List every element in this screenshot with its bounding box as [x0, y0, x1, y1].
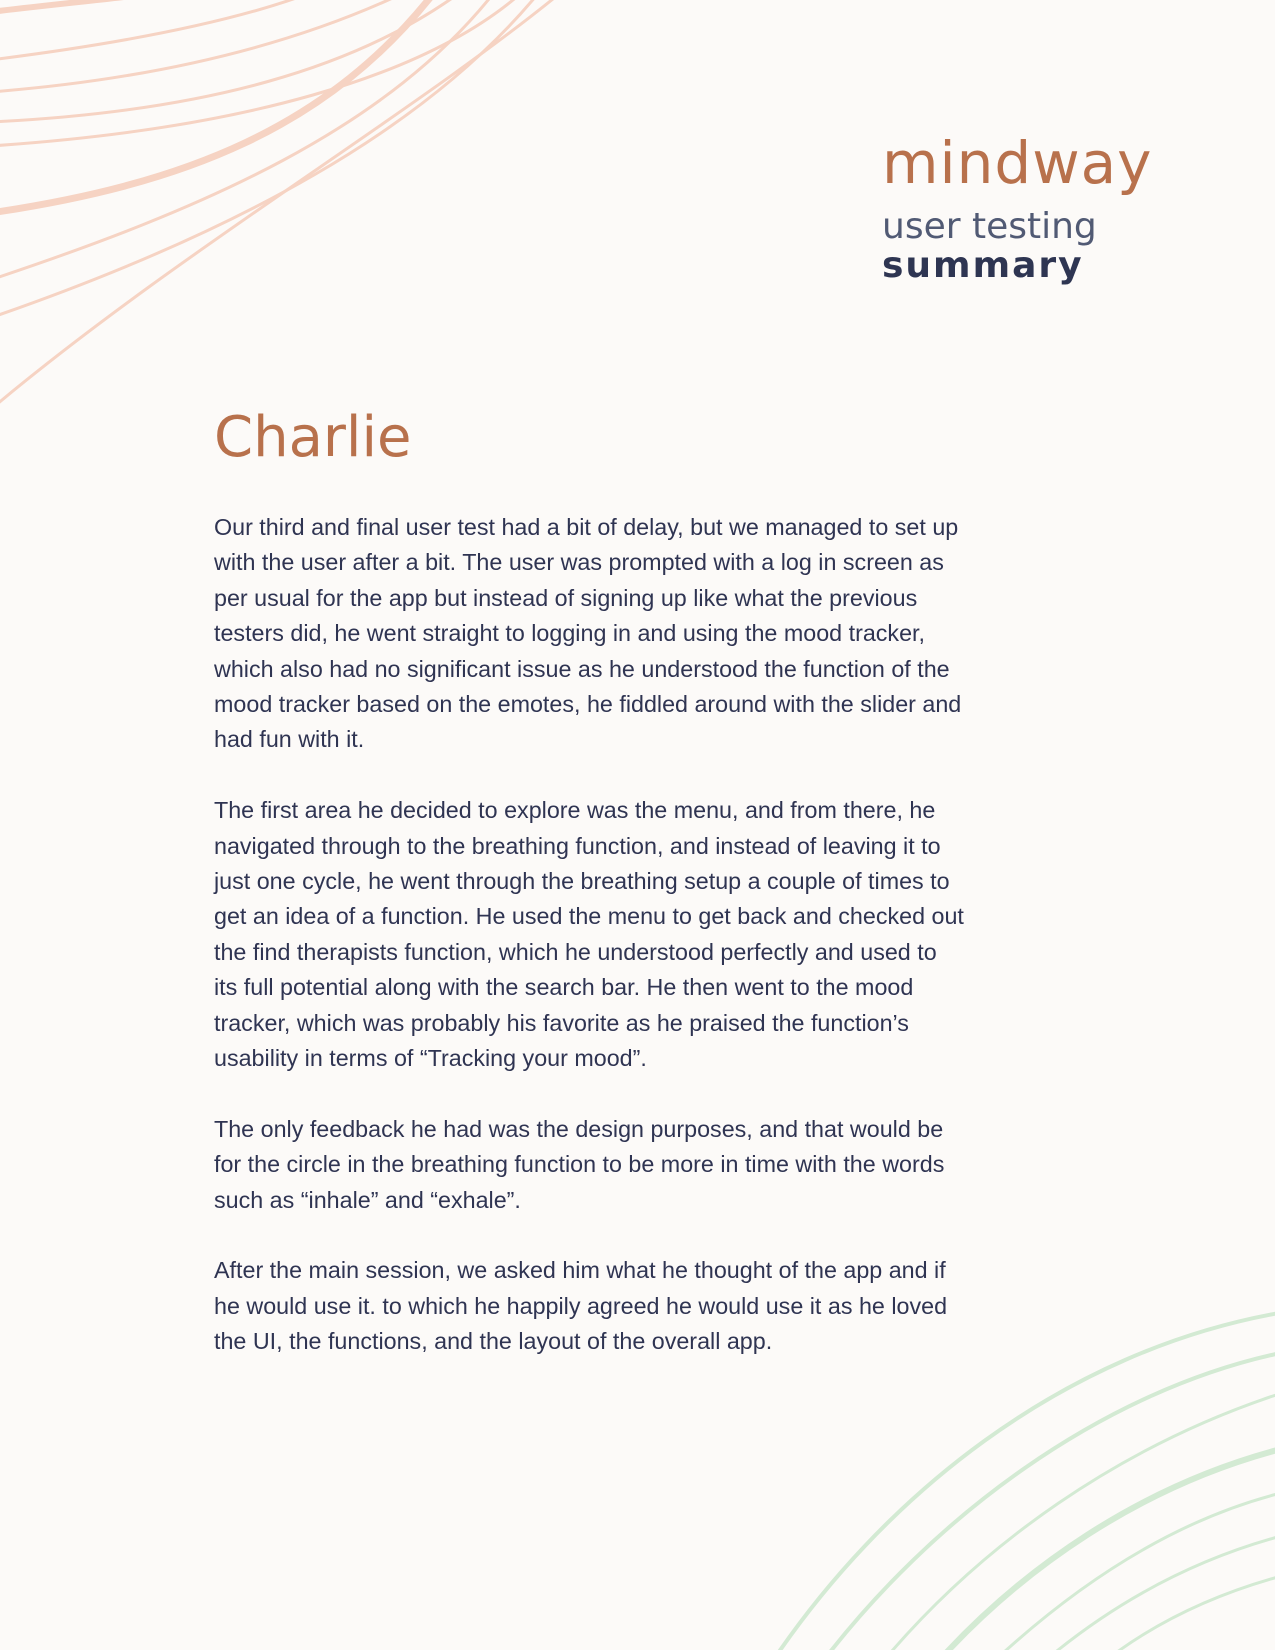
top-left-peach-lines: [0, 0, 570, 410]
brand-block: [882, 129, 1222, 286]
green-line: [935, 1448, 1275, 1650]
peach-line: [0, 0, 470, 122]
page-title: Charlie: [214, 405, 412, 470]
green-line: [820, 1352, 1275, 1650]
peach-line: [0, 0, 570, 410]
peach-line: [0, 0, 330, 60]
green-line: [1100, 1575, 1275, 1650]
paragraph-4: After the main session, we asked him what he thought of the app and if he would use it. to which he happily agreed he would use it as he loved the UI, the functions, and the layout of the overall app.: [214, 1257, 948, 1355]
document-subtitle-line1: user testing: [882, 206, 1097, 247]
document-subtitle-line2: summary: [882, 245, 1084, 286]
paragraph-3: The only feedback he had was the design purposes, and that would be for the circle in the breathing function to be more in time with the words such as “inhale” and “exhale”.: [214, 1115, 945, 1213]
green-line: [880, 1392, 1275, 1650]
paragraph-1: Our third and final user test had a bit of delay, but we managed to set up with the user after a bit. The user was prompted with a log in screen as per usual for the app but instead of signing up like what the previous testers did, he went straight to logging in and using the mood tracker, which also had no significant issue as he understood the function of the mood tracker based on the emotes, he fiddled around with the slider and had fun with it.: [214, 514, 962, 753]
peach-line: [0, 0, 530, 146]
summary-body: [214, 510, 1014, 1395]
peach-line: [0, 0, 200, 12]
brand-logo-text: mindway: [882, 129, 1153, 197]
paragraph-2: The first area he decided to explore was the menu, and from there, he navigated through to the breathing function, and instead of leaving it to just one cycle, he went through the breathing setup a couple of times to get an idea of a function. He used the menu to get back and checked out the find therapists function, which he understood perfectly and used to its full potential along with the search bar. He then went to the mood tracker, which was probably his favorite as he praised the function’s usability in terms of “Tracking your mood”.: [214, 797, 964, 1072]
peach-line: [0, 0, 440, 213]
peach-line: [0, 0, 420, 92]
